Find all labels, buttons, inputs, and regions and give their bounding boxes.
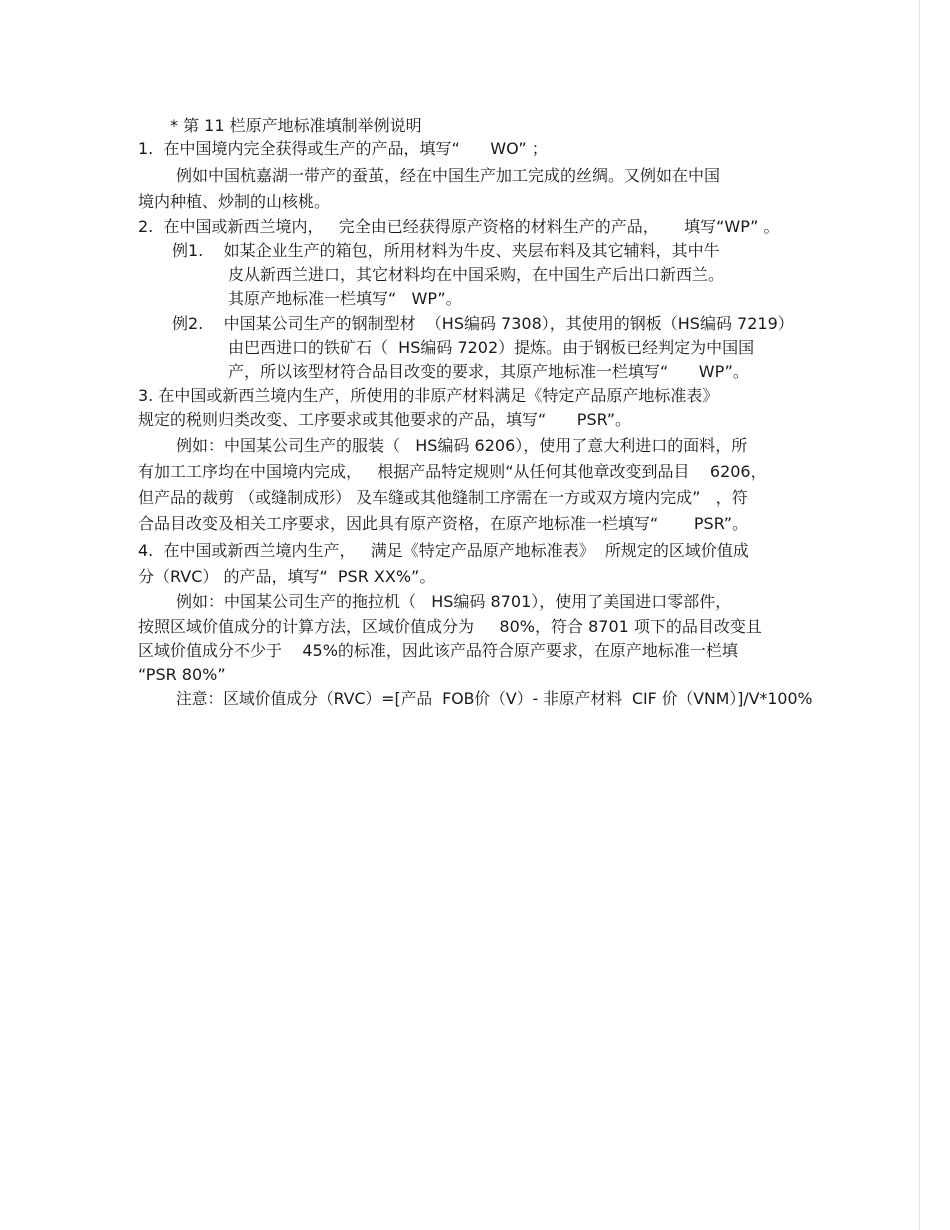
note-line: 注意：区域价值成分（RVC）=[产品 FOB价（V）- 非原产材料 CIF 价（VNM）]/V*100% (176, 689, 813, 708)
item-1-example-line-2: 境内种植、炒制的山核桃。 (138, 192, 331, 211)
item-3-line-1: 3. 在中国或新西兰境内生产，所使用的非原产材料满足《特定产品原产地标准表》 (138, 386, 719, 405)
item-3-example-line-2: 有加工工序均在中国境内完成， 根据产品特定规则“从任何其他章改变到品目 6206， (138, 462, 767, 481)
item-2-example-2-line-1: 例2. 中国某公司生产的钢制型材 （HS编码 7308），其使用的钢板（HS编码 7219） (172, 314, 794, 333)
item-4-example-line-4: “PSR 80%” (138, 665, 226, 684)
item-4-example-line-2: 按照区域价值成分的计算方法，区域价值成分为 80%，符合 8701 项下的品目改变且 (138, 617, 762, 636)
page-edge (919, 0, 920, 1230)
item-1: 1. 在中国境内完全获得或生产的产品，填写“ WO” ； (138, 139, 548, 158)
item-2-example-1-line-3: 其原产地标准一栏填写“ WP”。 (228, 289, 462, 308)
item-3-example-line-3: 但产品的裁剪 （或缝制成形） 及车缝或其他缝制工序需在一方或双方境内完成” ，符 (138, 488, 748, 507)
item-3-example-line-1: 例如：中国某公司生产的服装（ HS编码 6206），使用了意大利进口的面料，所 (176, 436, 748, 455)
item-4-example-line-1: 例如：中国某公司生产的拖拉机（ HS编码 8701），使用了美国进口零部件， (176, 592, 732, 611)
item-4-example-line-3: 区域价值成分不少于 45%的标准，因此该产品符合原产要求，在原产地标准一栏填 (138, 641, 738, 660)
item-1-example-line-1: 例如中国杭嘉湖一带产的蚕茧，经在中国生产加工完成的丝绸。又例如在中国 (176, 166, 721, 185)
item-2-example-1-line-2: 皮从新西兰进口，其它材料均在中国采购，在中国生产后出口新西兰。 (228, 265, 725, 284)
item-2-example-2-line-2: 由巴西进口的铁矿石（ HS编码 7202）提炼。由于钢板已经判定为中国国 (228, 338, 755, 357)
item-2: 2. 在中国或新西兰境内， 完全由已经获得原产资格的材料生产的产品， 填写“WP” 。 (138, 217, 780, 236)
doc-heading: * 第 11 栏原产地标准填制举例说明 (170, 116, 422, 135)
item-2-example-2-line-3: 产，所以该型材符合品目改变的要求，其原产地标准一栏填写“ WP”。 (228, 362, 749, 381)
item-2-example-1-line-1: 例1. 如某企业生产的箱包，所用材料为牛皮、夹层布料及其它辅料，其中牛 (172, 241, 720, 260)
item-3-line-2: 规定的税则归类改变、工序要求或其他要求的产品，填写“ PSR”。 (138, 410, 631, 429)
item-4-line-1: 4. 在中国或新西兰境内生产， 满足《特定产品原产地标准表》 所规定的区域价值成 (138, 541, 749, 560)
item-3-example-line-4: 合品目改变及相关工序要求，因此具有原产资格，在原产地标准一栏填写“ PSR”。 (138, 514, 749, 533)
item-4-line-2: 分（RVC） 的产品，填写“ PSR XX%”。 (138, 567, 436, 586)
